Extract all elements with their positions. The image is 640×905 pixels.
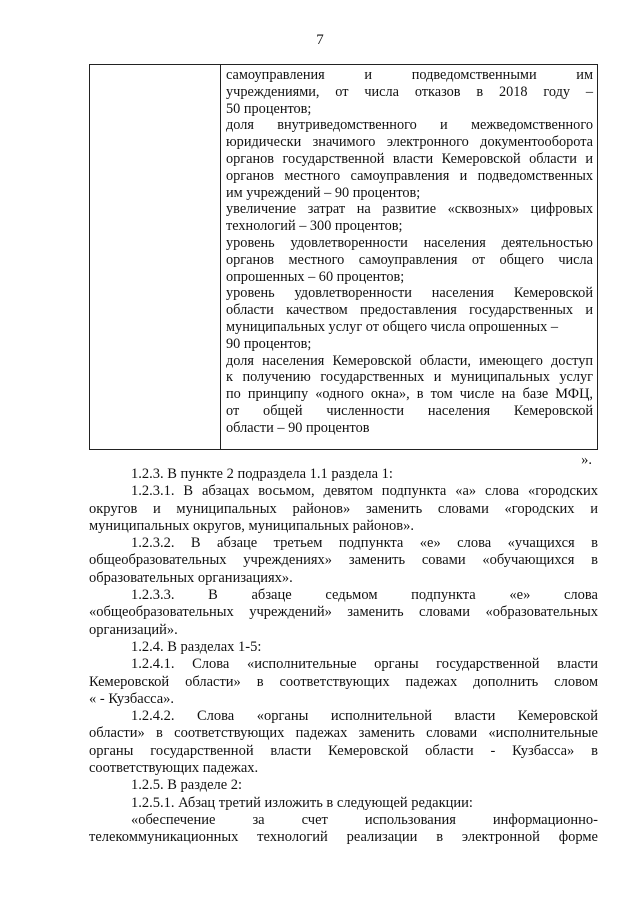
table-text-line: увеличение затрат на развитие «сквозных» цифровых <box>226 201 593 218</box>
table-text-line: уровень удовлетворенности населения Кемеровской <box>226 285 593 302</box>
table-text-line: технологий – 300 процентов; <box>226 218 403 235</box>
paragraph-line: образовательных организациях». <box>89 569 293 586</box>
table-text-line: органов местного самоуправления от общего числа <box>226 251 593 268</box>
paragraph-line: « - Кузбасса». <box>89 690 175 707</box>
paragraph-line: 1.2.3.2. В абзаце третьем подпункта «е» слова «учащихся в <box>131 535 598 552</box>
paragraph-line: «обеспечение за счет использования информационно- <box>131 811 598 828</box>
paragraph-line: 1.2.3.3. В абзаце седьмом подпункта «е» слова <box>131 587 598 604</box>
paragraph-line: 1.2.4.1. Слова «исполнительные органы государственной власти <box>131 656 598 673</box>
paragraph-line: организаций». <box>89 621 178 638</box>
closing-quote: ». <box>581 452 592 468</box>
table-text-line: органов государственной власти Кемеровской области и <box>226 150 593 167</box>
table-right-cell <box>221 65 597 449</box>
paragraph-line: 1.2.4. В разделах 1-5: <box>131 638 262 655</box>
document-body <box>89 466 598 847</box>
table-text-line: 50 процентов; <box>226 100 312 117</box>
paragraph-line: 1.2.3.1. В абзацах восьмом, девятом подпункта «а» слова «городских <box>131 483 598 500</box>
table-text-line: области качеством предоставления государственных и <box>226 302 593 319</box>
table-text-line: опрошенных – 60 процентов; <box>226 268 405 285</box>
table-text-line: самоуправления и подведомственными им <box>226 67 593 83</box>
paragraph-line: муниципальных округов, муниципальных районов». <box>89 517 414 534</box>
table-text-line: доля внутриведомственного и межведомственного <box>226 117 593 134</box>
table-text-line: муниципальных услуг от общего числа опрошенных – <box>226 318 559 335</box>
table-text-line: доля населения Кемеровской области, имеющего доступ <box>226 352 593 369</box>
paragraph-line: телекоммуникационных технологий реализации в электронной форме <box>89 829 598 846</box>
table <box>89 64 598 450</box>
table-text-line: им учреждений – 90 процентов; <box>226 184 421 201</box>
paragraph-line: 1.2.5. В разделе 2: <box>131 777 243 794</box>
table-text-line: юридически значимого электронного документооборота <box>226 134 593 151</box>
paragraph-line: 1.2.5.1. Абзац третий изложить в следующей редакции: <box>131 794 473 811</box>
paragraph-line: «общеобразовательных учреждений» заменить словами «образовательных <box>89 604 598 621</box>
paragraph-line: Кемеровской области» в соответствующих падежах дополнить словом <box>89 673 598 690</box>
paragraph-line: общеобразовательных учреждениях» заменить совами «обучающихся в <box>89 552 598 569</box>
table-text-line: 90 процентов; <box>226 335 312 352</box>
paragraph-line: органы государственной власти Кемеровской области - Кузбасса» в <box>89 742 598 759</box>
table-text-line: к получению государственных и муниципальных услуг <box>226 369 593 386</box>
table-text-line: уровень удовлетворенности населения деятельностью <box>226 234 593 251</box>
table-text-line: области – 90 процентов <box>226 419 370 436</box>
page-number: 7 <box>316 32 324 48</box>
paragraph-line: 1.2.3. В пункте 2 подраздела 1.1 раздела 1: <box>131 466 393 482</box>
table-text-line: учреждениями, от числа отказов в 2018 году – <box>226 83 593 100</box>
paragraph-line: округов и муниципальных районов» заменить словами «городских и <box>89 500 598 517</box>
table-text-line: органов местного самоуправления и подведомственных <box>226 167 593 184</box>
table-text-line: по принципу «одного окна», в том числе на базе МФЦ, <box>226 386 593 403</box>
paragraph-line: 1.2.4.2. Слова «органы исполнительной власти Кемеровской <box>131 708 598 725</box>
paragraph-line: области» в соответствующих падежах заменить словами «исполнительные <box>89 725 598 742</box>
table-left-cell <box>90 65 221 449</box>
table-text-line: от общей численности населения Кемеровской <box>226 402 593 419</box>
paragraph-line: соответствующих падежах. <box>89 760 259 777</box>
